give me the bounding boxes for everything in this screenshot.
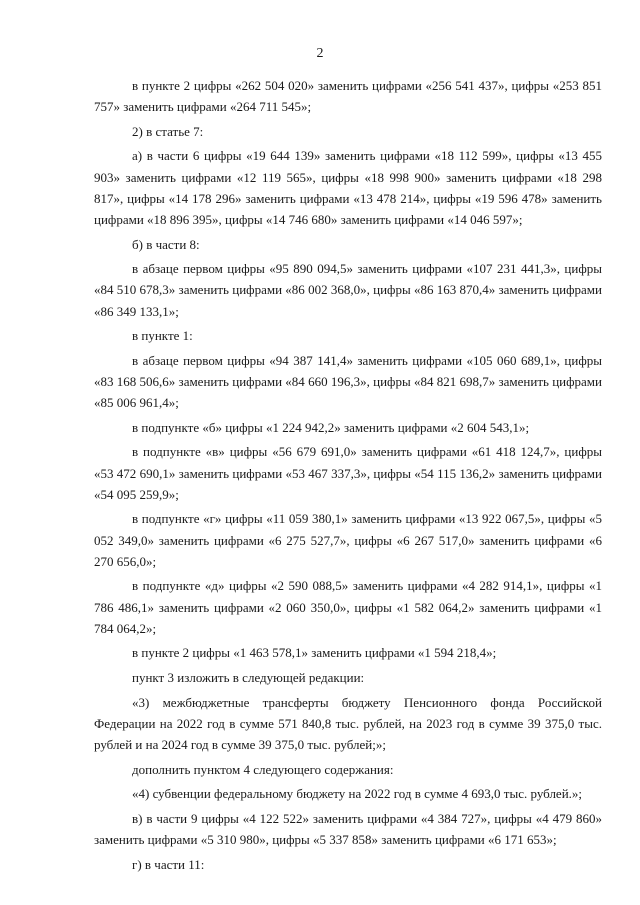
document-body <box>94 75 602 878</box>
paragraph: «3) межбюджетные трансферты бюджету Пенсионного фонда Российской Федерации на 2022 год в сумме 571 840,8 тыс. рублей, на 2023 год в сумме 39 375,0 тыс. рублей и на 2024 год в сумме 39 375,0 тыс. рублей;»; <box>94 694 602 752</box>
paragraph: в пункте 2 цифры «1 463 578,1» заменить цифрами «1 594 218,4»; <box>132 645 497 661</box>
paragraph: 2) в статье 7: <box>132 123 204 139</box>
paragraph: в подпункте «г» цифры «11 059 380,1» заменить цифрами «13 922 067,5», цифры «5 052 349,0» заменить цифрами «6 275 527,7», цифры «6 267 517,0» заменить цифрами «6 270 656,0»; <box>94 511 602 569</box>
paragraph: в пункте 1: <box>132 328 193 344</box>
paragraph: в подпункте «в» цифры «56 679 691,0» заменить цифрами «61 418 124,7», цифры «53 472 690,1» заменить цифрами «53 467 337,3», цифры «54 115 136,2» заменить цифрами «54 095 259,9»; <box>94 444 602 502</box>
paragraph: дополнить пунктом 4 следующего содержания: <box>132 761 394 777</box>
paragraph: а) в части 6 цифры «19 644 139» заменить цифрами «18 112 599», цифры «13 455 903» заменить цифрами «12 119 565», цифры «18 998 900» заменить цифрами «18 298 817», цифры «14 178 296» заменить цифрами «13 478 214», цифры «19 596 478» заменить цифрами «18 896 395», цифры «14 746 680» заменить цифрами «14 046 597»; <box>94 148 602 227</box>
paragraph: пункт 3 изложить в следующей редакции: <box>132 669 365 685</box>
page-number: 2 <box>316 46 324 61</box>
paragraph: в подпункте «д» цифры «2 590 088,5» заменить цифрами «4 282 914,1», цифры «1 786 486,1» заменить цифрами «2 060 350,0», цифры «1 582 064,2» заменить цифрами «1 784 064,2»; <box>94 578 602 636</box>
paragraph: г) в части 11: <box>132 856 205 872</box>
paragraph: в подпункте «б» цифры «1 224 942,2» заменить цифрами «2 604 543,1»; <box>132 419 530 435</box>
paragraph: «4) субвенции федеральному бюджету на 2022 год в сумме 4 693,0 тыс. рублей.»; <box>132 786 583 802</box>
paragraph: в абзаце первом цифры «95 890 094,5» заменить цифрами «107 231 441,3», цифры «84 510 678,3» заменить цифрами «86 002 368,0», цифры «86 163 870,4» заменить цифрами «86 349 133,1»; <box>94 261 602 319</box>
paragraph: в пункте 2 цифры «262 504 020» заменить цифрами «256 541 437», цифры «253 851 757» заменить цифрами «264 711 545»; <box>94 78 602 115</box>
paragraph: в абзаце первом цифры «94 387 141,4» заменить цифрами «105 060 689,1», цифры «83 168 506,6» заменить цифрами «84 660 196,3», цифры «84 821 698,7» заменить цифрами «85 006 961,4»; <box>94 352 602 411</box>
paragraph: б) в части 8: <box>132 236 200 252</box>
paragraph: в) в части 9 цифры «4 122 522» заменить цифрами «4 384 727», цифры «4 479 860» заменить цифрами «5 310 980», цифры «5 337 858» заменить цифрами «6 171 653»; <box>94 810 602 847</box>
